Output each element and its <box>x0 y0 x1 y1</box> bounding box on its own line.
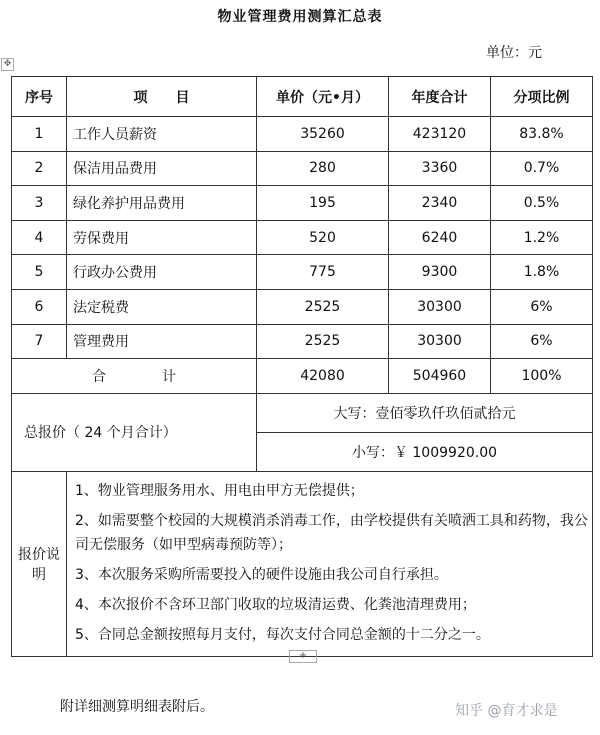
header-price: 单价（元•月） <box>257 77 389 117</box>
row-price: 35260 <box>257 117 389 152</box>
row-no: 7 <box>12 324 67 359</box>
cost-summary-table <box>11 76 593 657</box>
row-item: 行政办公费用 <box>67 255 257 290</box>
row-item: 管理费用 <box>67 324 257 359</box>
row-ratio: 0.7% <box>491 151 593 186</box>
note-item: 4、本次报价不含环卫部门收取的垃圾清运费、化粪池清理费用； <box>75 596 476 613</box>
table-row <box>12 255 593 290</box>
row-item: 绿化养护用品费用 <box>67 186 257 221</box>
header-ratio: 分项比例 <box>491 77 593 117</box>
row-price: 280 <box>257 151 389 186</box>
note-item: 5、合同总金额按照每月支付，每次支付合同总金额的十二分之一。 <box>75 626 490 643</box>
quote-lower-amount: 小写：￥ 1009920.00 <box>257 432 593 471</box>
header-no: 序号 <box>12 77 67 117</box>
row-price: 195 <box>257 186 389 221</box>
row-annual: 423120 <box>389 117 491 152</box>
row-annual: 2340 <box>389 186 491 221</box>
total-price: 42080 <box>257 359 389 394</box>
row-item: 工作人员薪资 <box>67 117 257 152</box>
row-annual: 9300 <box>389 255 491 290</box>
total-annual: 504960 <box>389 359 491 394</box>
row-no: 4 <box>12 220 67 255</box>
note-item: 1、物业管理服务用水、用电由甲方无偿提供； <box>75 482 364 499</box>
total-ratio: 100% <box>491 359 593 394</box>
notes-content <box>67 471 593 656</box>
row-annual: 3360 <box>389 151 491 186</box>
row-no: 3 <box>12 186 67 221</box>
total-label: 合 计 <box>12 359 257 394</box>
row-ratio: 6% <box>491 324 593 359</box>
row-price: 2525 <box>257 324 389 359</box>
row-item: 法定税费 <box>67 289 257 324</box>
add-row-plus-icon[interactable]: + <box>289 650 317 663</box>
row-no: 1 <box>12 117 67 152</box>
row-annual: 30300 <box>389 324 491 359</box>
row-price: 2525 <box>257 289 389 324</box>
row-no: 6 <box>12 289 67 324</box>
footnote: 附详细测算明细表附后。 <box>60 699 214 715</box>
total-row <box>12 359 593 394</box>
row-no: 5 <box>12 255 67 290</box>
note-item: 3、本次服务采购所需要投入的硬件设施由我公司自行承担。 <box>75 566 448 583</box>
table-row <box>12 186 593 221</box>
row-ratio: 0.5% <box>491 186 593 221</box>
document-title: 物业管理费用测算汇总表 <box>217 9 383 25</box>
row-annual: 30300 <box>389 289 491 324</box>
table-header-row <box>12 77 593 117</box>
row-annual: 6240 <box>389 220 491 255</box>
row-price: 775 <box>257 255 389 290</box>
notes-label: 报价说明 <box>12 471 67 656</box>
row-ratio: 1.8% <box>491 255 593 290</box>
table-move-handle-icon[interactable]: ✥ <box>1 58 14 71</box>
row-item: 劳保费用 <box>67 220 257 255</box>
table-row <box>12 220 593 255</box>
watermark: 知乎 @育才求是 <box>455 703 558 719</box>
table-row <box>12 117 593 152</box>
row-no: 2 <box>12 151 67 186</box>
row-ratio: 1.2% <box>491 220 593 255</box>
note-item: 2、如需要整个校园的大规模消杀消毒工作，由学校提供有关喷洒工具和药物，我公司无偿服务（如甲型病毒预防等）； <box>75 512 588 553</box>
notes-row <box>12 471 593 656</box>
row-price: 520 <box>257 220 389 255</box>
quote-upper-row <box>12 393 593 432</box>
row-item: 保洁用品费用 <box>67 151 257 186</box>
table-row <box>12 289 593 324</box>
quote-upper-amount: 大写：壹佰零玖仟玖佰贰拾元 <box>257 393 593 432</box>
header-annual: 年度合计 <box>389 77 491 117</box>
row-ratio: 83.8% <box>491 117 593 152</box>
unit-label: 单位：元 <box>486 45 542 61</box>
table-row <box>12 151 593 186</box>
table-row <box>12 324 593 359</box>
quote-label: 总报价（ 24 个月合计） <box>12 393 257 471</box>
row-ratio: 6% <box>491 289 593 324</box>
header-item: 项 目 <box>67 77 257 117</box>
